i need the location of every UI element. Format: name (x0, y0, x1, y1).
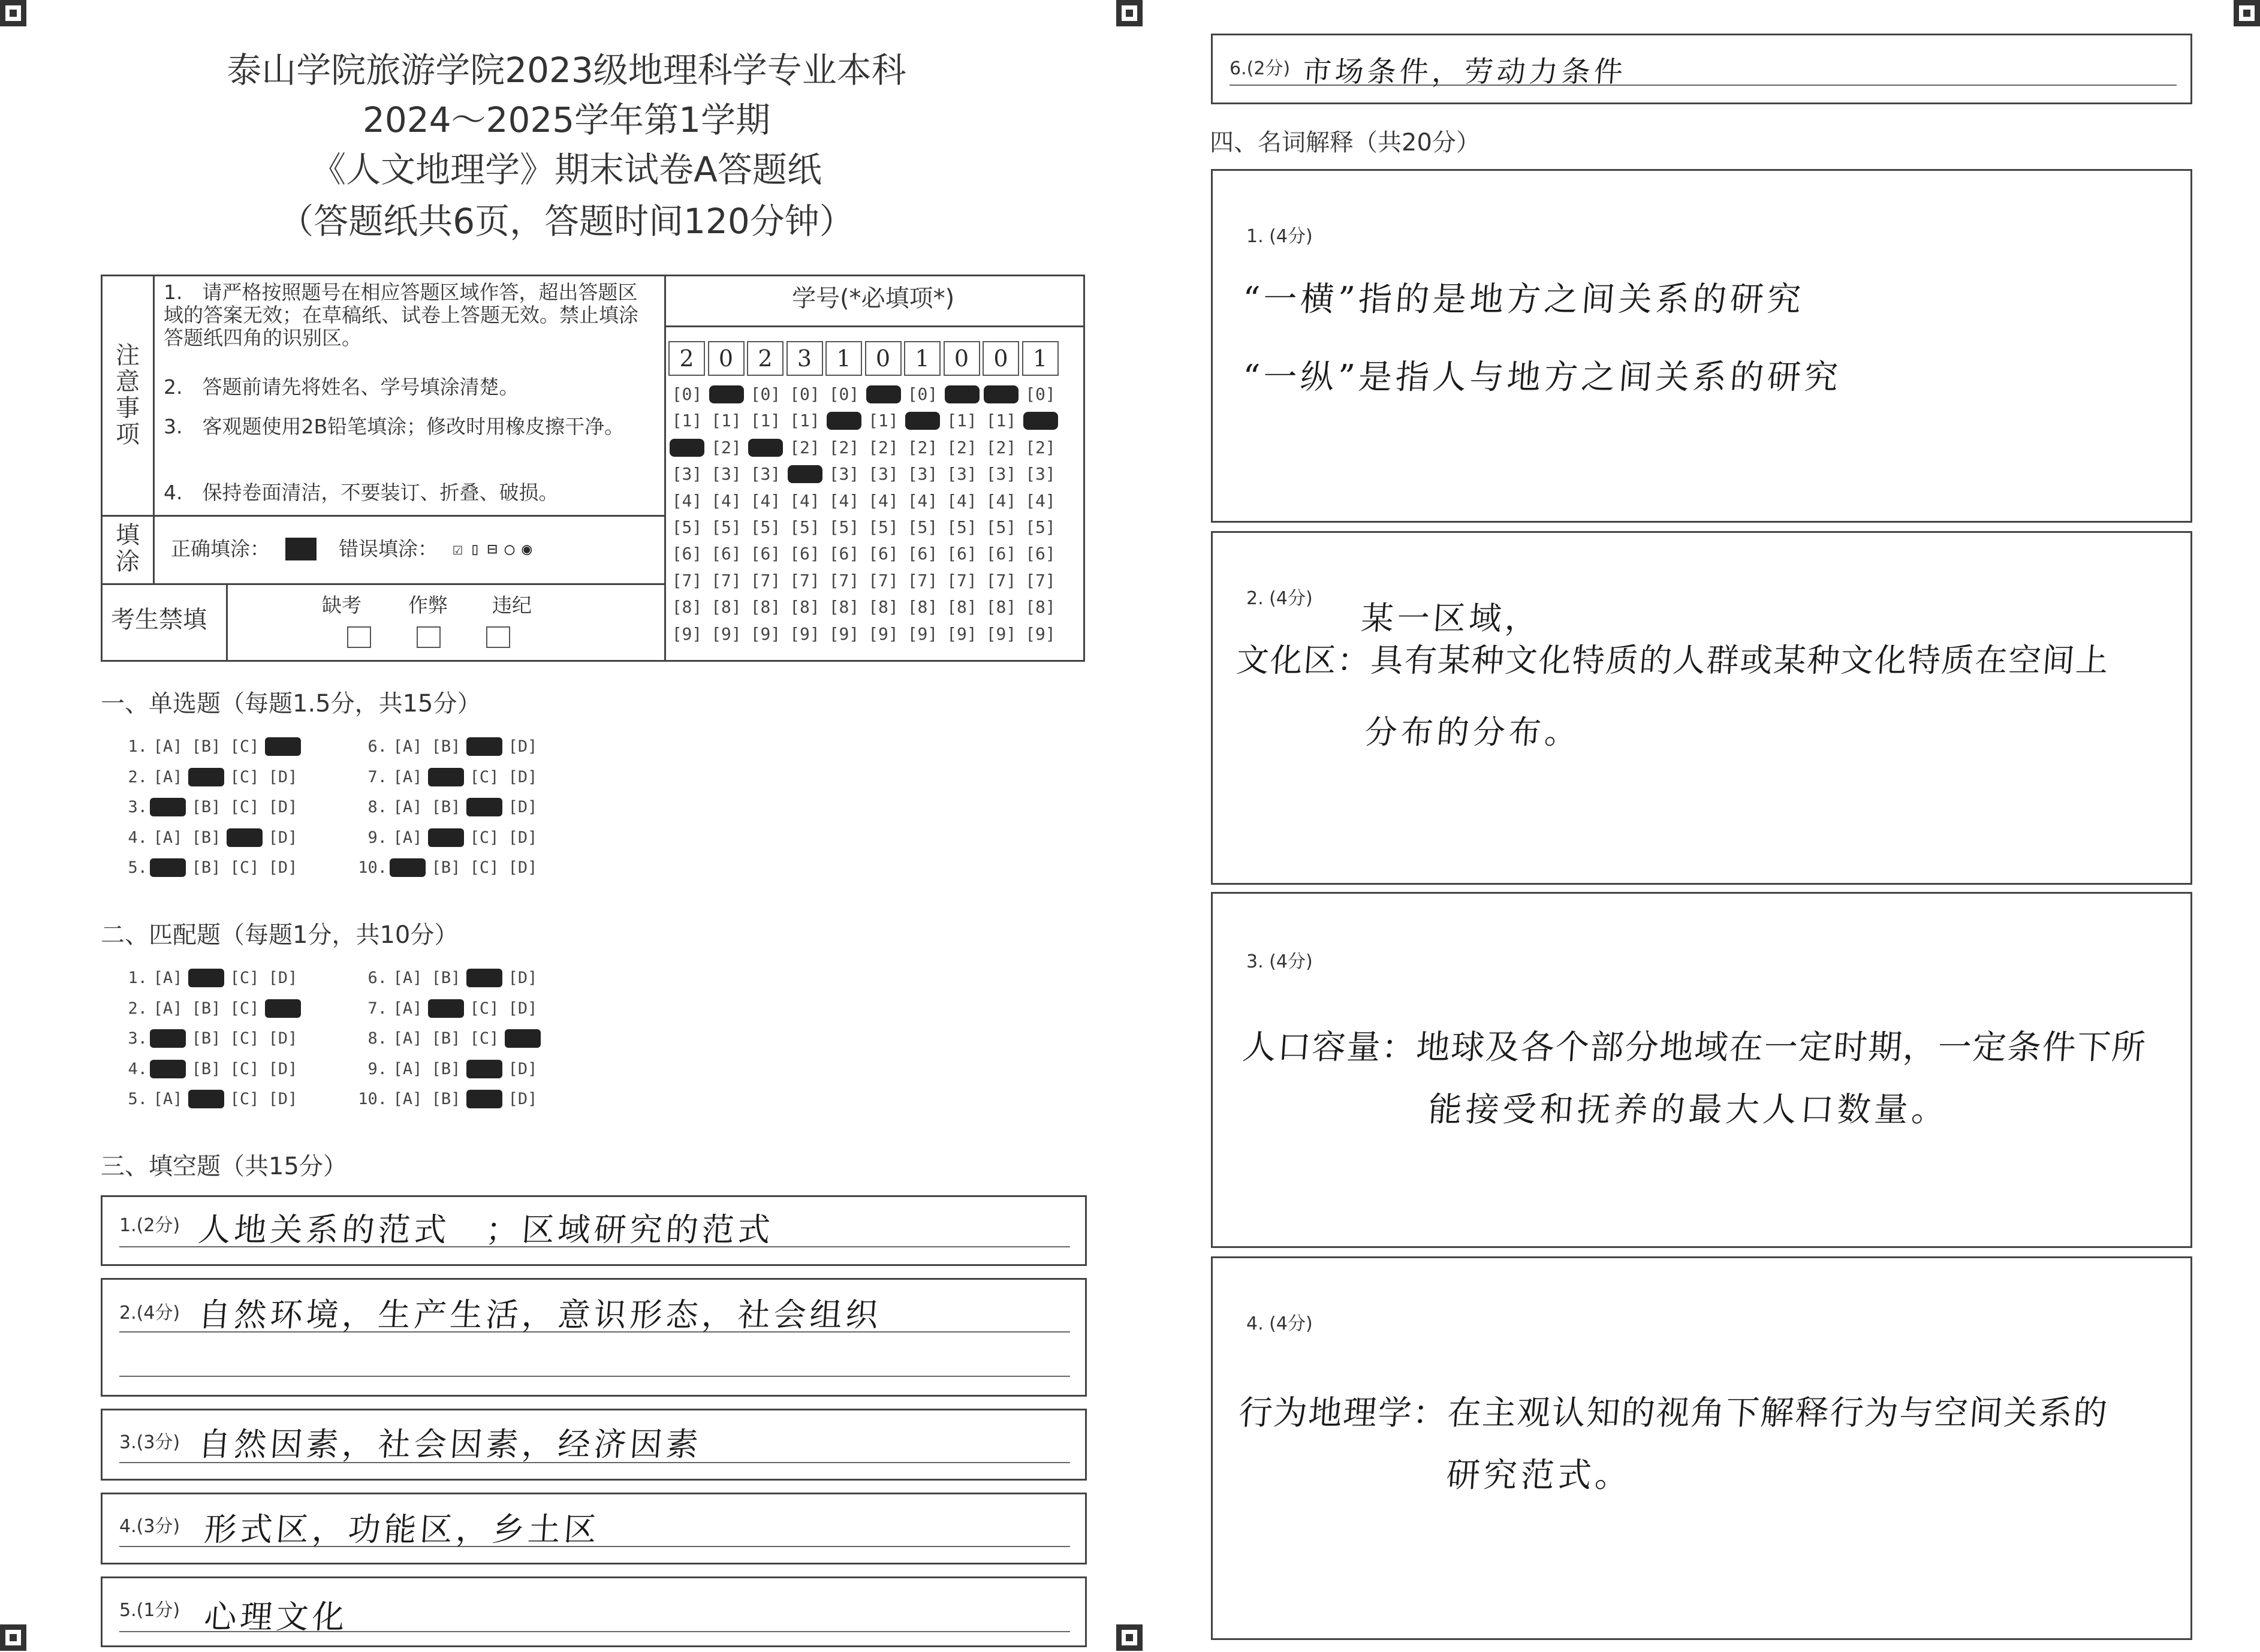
choice-question-row (114, 999, 301, 1018)
fill-question-label: 3.(3分) (119, 1432, 180, 1453)
student-id-bubble[interactable]: [9] (986, 623, 1017, 644)
choice-question-number: 8. (367, 798, 387, 816)
student-id-bubble[interactable]: [6] (1025, 544, 1056, 564)
choice-bubble[interactable]: [A] (393, 1090, 423, 1108)
student-id-bubble[interactable]: [4] (671, 490, 703, 511)
student-id-digit: 0 (983, 341, 1019, 376)
choice-question-row (354, 858, 541, 877)
term-answer-box-1 (1211, 169, 2192, 523)
choice-bubble[interactable]: [A] (153, 737, 183, 756)
forbid-cheat-label: 作弊 (408, 593, 448, 617)
choice-bubble[interactable]: [C] (230, 1029, 260, 1048)
student-id-bubble[interactable]: [8] (828, 597, 860, 617)
choice-bubble-filled[interactable] (466, 1060, 502, 1078)
fill-answer-text: 自然环境，生产生活，意识形态，社会组织 (197, 1296, 883, 1334)
student-id-bubble[interactable]: [7] (986, 570, 1017, 590)
choice-bubble[interactable]: [A] (393, 767, 423, 786)
choice-question-number: 9. (367, 1059, 387, 1078)
term-answer-line: “一横”指的是地方之间关系的研究 (1241, 280, 1806, 319)
fill-answer-box-1 (101, 1195, 1087, 1266)
student-id-bubble[interactable]: [0] (828, 384, 860, 404)
student-id-bubble[interactable]: [3] (947, 464, 977, 484)
term-answer-line: 行为地理学：在主观认知的视角下解释行为与空间关系的 (1237, 1394, 2110, 1433)
forbid-violation-label: 违纪 (492, 593, 532, 617)
fill-answer-box-5 (101, 1576, 1087, 1647)
choice-bubble[interactable]: [B] (431, 858, 461, 877)
choice-bubble[interactable]: [C] (230, 999, 260, 1018)
student-id-bubble[interactable]: [7] (868, 570, 899, 590)
student-id-digit: 1 (825, 341, 862, 376)
choice-bubble[interactable]: [C] (230, 767, 260, 786)
choice-question-number: 5. (128, 1090, 147, 1108)
choice-bubble-filled[interactable] (428, 999, 464, 1018)
choice-bubble-filled[interactable] (428, 828, 464, 847)
fill-answer-text: 人地关系的范式 ；区域研究的范式 (197, 1211, 775, 1249)
student-id-bubble[interactable]: [8] (790, 597, 820, 617)
notice-item-2: 2. 答题前请先将姓名、学号填涂清楚。 (164, 375, 519, 399)
choice-bubble[interactable]: [D] (268, 828, 298, 847)
choice-bubble[interactable]: [A] (393, 828, 423, 847)
student-id-bubble[interactable]: [7] (1025, 570, 1056, 590)
choice-question-row (114, 969, 301, 987)
student-id-bubble[interactable]: [6] (907, 544, 938, 564)
student-id-bubble[interactable]: [5] (750, 517, 781, 537)
student-id-bubble[interactable]: [3] (711, 464, 742, 484)
fill-question-label: 1.(2分) (119, 1215, 180, 1236)
student-id-bubble[interactable]: [2] (907, 437, 938, 457)
forbid-absent-checkbox[interactable] (347, 626, 371, 648)
student-id-bubble[interactable]: [7] (790, 570, 820, 590)
choice-bubble[interactable]: [D] (508, 1059, 538, 1078)
fill-question-label: 6.(2分) (1230, 58, 1291, 79)
choice-bubble[interactable]: [D] (268, 858, 298, 877)
fill-answer-text: 市场条件，劳动力条件 (1301, 55, 1628, 89)
student-id-bubble[interactable]: [1] (671, 411, 703, 431)
student-id-bubble[interactable]: [4] (711, 490, 742, 511)
student-id-digit: 0 (865, 341, 902, 376)
wrong-fill-samples: ☑▯⊟○◉ (453, 539, 540, 559)
choice-bubble[interactable]: [C] (469, 999, 499, 1018)
student-id-bubble[interactable]: [4] (986, 490, 1017, 511)
choice-bubble[interactable]: [D] (508, 969, 538, 987)
choice-bubble[interactable]: [D] (508, 798, 538, 816)
fill-label: 填涂 (116, 521, 140, 575)
choice-bubble[interactable]: [A] (393, 999, 423, 1018)
student-id-digit: 0 (708, 341, 745, 376)
student-id-bubble-filled[interactable] (866, 385, 901, 403)
student-id-bubble[interactable]: [6] (986, 544, 1017, 564)
student-id-bubble[interactable]: [9] (947, 623, 977, 644)
student-id-bubble[interactable]: [9] (907, 623, 938, 644)
student-id-bubble[interactable]: [0] (907, 384, 938, 404)
choice-question-row (354, 1060, 541, 1078)
correct-fill-sample (285, 538, 317, 560)
section3-title: 三、填空题（共15分） (101, 1153, 347, 1180)
choice-question-number: 4. (128, 828, 147, 847)
choice-bubble-filled[interactable] (390, 858, 426, 877)
choice-question-row (114, 1090, 301, 1108)
student-id-bubble[interactable]: [8] (868, 597, 899, 617)
student-id-bubble[interactable]: [9] (868, 623, 899, 644)
student-id-bubble[interactable]: [5] (907, 517, 938, 537)
student-id-bubble-filled[interactable] (709, 385, 744, 403)
choice-question-row (354, 969, 541, 987)
choice-question-number: 6. (367, 737, 387, 756)
choice-bubble[interactable]: [A] (393, 1059, 423, 1078)
choice-bubble[interactable]: [B] (191, 1059, 221, 1078)
student-id-bubble[interactable]: [2] (711, 437, 742, 457)
fill-answer-box-6 (1211, 34, 2192, 104)
section4-title: 四、名词解释（共20分） (1210, 129, 1480, 156)
choice-question-row (114, 768, 301, 786)
fill-question-label: 5.(1分) (119, 1600, 180, 1621)
correct-fill-label: 正确填涂： (171, 537, 270, 560)
choice-question-number: 7. (367, 767, 387, 786)
student-id-bubble[interactable]: [9] (750, 623, 781, 644)
student-id-digit: 2 (747, 341, 784, 376)
choice-question-number: 7. (367, 999, 387, 1018)
student-id-bubble[interactable]: [1] (711, 411, 742, 431)
student-id-bubble[interactable]: [9] (790, 623, 820, 644)
student-id-bubble[interactable]: [9] (828, 623, 860, 644)
choice-question-number: 3. (128, 1029, 147, 1048)
choice-question-row (114, 1060, 301, 1078)
choice-question-row (114, 737, 301, 756)
student-id-bubble[interactable]: [3] (828, 464, 860, 484)
title-line-1: 泰山学院旅游学院2023级地理科学专业本科 (227, 50, 906, 91)
choice-bubble-filled[interactable] (428, 768, 464, 786)
student-id-bubble[interactable]: [3] (986, 464, 1017, 484)
student-id-bubble[interactable]: [5] (947, 517, 977, 537)
student-id-bubble[interactable]: [5] (828, 517, 860, 537)
fill-question-label: 4.(3分) (119, 1516, 180, 1537)
choice-bubble[interactable]: [D] (508, 767, 538, 786)
student-id-bubble[interactable]: [3] (671, 464, 703, 484)
forbid-cheat-checkbox[interactable] (417, 626, 441, 648)
choice-bubble[interactable]: [A] (393, 737, 423, 756)
student-id-bubble[interactable]: [4] (1025, 490, 1056, 511)
info-box (101, 275, 1085, 662)
choice-question-number: 5. (128, 858, 147, 877)
choice-bubble-filled[interactable] (150, 798, 186, 816)
choice-question-number: 2. (128, 999, 147, 1018)
student-id-bubble[interactable]: [2] (947, 437, 977, 457)
term-answer-box-4 (1211, 1256, 2192, 1640)
student-id-bubble[interactable]: [6] (750, 544, 781, 564)
term-question-label: 1. (4分) (1246, 226, 1313, 247)
forbid-absent-label: 缺考 (322, 593, 361, 617)
choice-bubble[interactable]: [D] (508, 828, 538, 847)
choice-bubble[interactable]: [D] (508, 999, 538, 1018)
fill-answer-box-3 (101, 1409, 1087, 1481)
student-id-bubble[interactable]: [5] (790, 517, 820, 537)
corner-marker-top-left (0, 0, 26, 26)
corner-marker-bottom-center (1116, 1624, 1143, 1651)
choice-bubble[interactable]: [B] (431, 798, 461, 816)
student-id-bubble[interactable]: [0] (750, 384, 781, 404)
term-answer-line: 人口容量：地球及各个部分地域在一定时期，一定条件下所 (1241, 1028, 2148, 1067)
title-line-2: 2024～2025学年第1学期 (362, 100, 771, 140)
student-id-bubble[interactable]: [2] (1025, 437, 1056, 457)
student-id-bubble[interactable]: [8] (947, 597, 977, 617)
choice-question-number: 3. (128, 798, 147, 816)
student-id-bubble[interactable]: [4] (947, 490, 977, 511)
student-id-bubble[interactable]: [2] (828, 437, 860, 457)
student-id-digit: 1 (1022, 341, 1059, 376)
choice-bubble-filled[interactable] (265, 999, 301, 1018)
student-id-bubble[interactable]: [6] (790, 544, 820, 564)
choice-question-number: 8. (367, 1029, 387, 1048)
student-id-bubble[interactable]: [4] (828, 490, 860, 511)
student-id-bubble[interactable]: [0] (790, 384, 820, 404)
student-id-bubble[interactable]: [7] (907, 570, 938, 590)
choice-bubble-filled[interactable] (505, 1029, 541, 1048)
student-id-bubble[interactable]: [3] (907, 464, 938, 484)
term-answer-box-2 (1211, 531, 2192, 885)
notice-item-1: 1. 请严格按照题号在相应答题区域作答，超出答题区域的答案无效；在草稿纸、试卷上答题无效。禁止填涂答题纸四角的识别区。 (164, 281, 638, 349)
term-question-label: 3. (4分) (1246, 951, 1313, 972)
student-id-bubble[interactable]: [7] (828, 570, 860, 590)
choice-bubble[interactable]: [D] (508, 737, 538, 756)
choice-bubble[interactable]: [B] (431, 1059, 461, 1078)
student-id-bubble[interactable]: [8] (986, 597, 1017, 617)
choice-question-number: 2. (128, 767, 147, 786)
student-id-bubble[interactable]: [1] (750, 411, 781, 431)
choice-question-row (354, 1090, 541, 1108)
choice-bubble[interactable]: [C] (230, 858, 260, 877)
choice-bubble[interactable]: [B] (191, 798, 221, 816)
student-id-bubble[interactable]: [7] (671, 570, 703, 590)
student-id-bubble[interactable]: [9] (711, 623, 742, 644)
student-id-digit: 2 (668, 341, 705, 376)
notice-label: 注意事项 (116, 342, 140, 448)
student-id-bubble[interactable]: [2] (868, 437, 899, 457)
fill-answer-box-4 (101, 1493, 1087, 1564)
choice-bubble[interactable]: [A] (153, 1090, 183, 1108)
choice-question-number: 10. (358, 858, 387, 877)
choice-bubble-filled[interactable] (466, 737, 502, 756)
student-id-bubble[interactable]: [0] (1025, 384, 1056, 404)
fill-answer-text: 心理文化 (203, 1598, 349, 1636)
term-answer-line: 分布的分布。 (1363, 713, 1582, 751)
student-id-bubble-filled[interactable] (748, 439, 783, 457)
choice-bubble-filled[interactable] (150, 1060, 186, 1078)
choice-bubble-filled[interactable] (188, 969, 224, 987)
notice-item-4: 4. 保持卷面清洁，不要装订、折叠、破损。 (164, 481, 559, 504)
student-id-bubble[interactable]: [5] (986, 517, 1017, 537)
fill-answer-box-2 (101, 1278, 1087, 1397)
term-answer-line: “一纵”是指人与地方之间关系的研究 (1241, 358, 1843, 397)
student-id-bubble[interactable]: [6] (947, 544, 977, 564)
choice-bubble[interactable]: [C] (230, 1059, 260, 1078)
title-line-4: （答题纸共6页，答题时间120分钟） (279, 201, 854, 242)
student-id-bubble[interactable]: [8] (671, 597, 703, 617)
student-id-bubble-filled[interactable] (788, 465, 822, 483)
student-id-bubble[interactable]: [8] (907, 597, 938, 617)
choice-bubble[interactable]: [B] (191, 828, 221, 847)
choice-bubble-filled[interactable] (466, 798, 502, 816)
choice-bubble[interactable]: [A] (393, 1029, 423, 1048)
student-id-bubble-filled[interactable] (1023, 412, 1058, 430)
student-id-bubble[interactable]: [8] (750, 597, 781, 617)
choice-bubble-filled[interactable] (188, 768, 224, 786)
student-id-bubble[interactable]: [4] (750, 490, 781, 511)
choice-question-number: 1. (128, 737, 147, 756)
choice-bubble-filled[interactable] (466, 969, 502, 987)
student-id-bubble[interactable]: [4] (868, 490, 899, 511)
choice-bubble[interactable]: [A] (393, 798, 423, 816)
section1-title: 一、单选题（每题1.5分，共15分） (101, 690, 481, 718)
choice-bubble[interactable]: [A] (393, 969, 423, 987)
choice-bubble[interactable]: [C] (230, 1090, 260, 1108)
student-id-digit: 3 (787, 341, 823, 376)
student-id-bubble[interactable]: [6] (828, 544, 860, 564)
student-id-bubble[interactable]: [9] (671, 623, 703, 644)
choice-question-row (354, 737, 541, 756)
term-answer-line: 研究范式。 (1445, 1456, 1634, 1495)
term-answer-line: 某一区域， (1360, 599, 1542, 637)
choice-bubble[interactable]: [C] (469, 1029, 499, 1048)
section2-title: 二、匹配题（每题1分，共10分） (101, 921, 459, 949)
choice-question-row (114, 858, 301, 877)
choice-question-row (114, 798, 301, 816)
choice-bubble[interactable]: [C] (469, 858, 499, 877)
student-id-bubble[interactable]: [8] (711, 597, 742, 617)
choice-bubble[interactable]: [D] (268, 1090, 298, 1108)
choice-bubble[interactable]: [B] (431, 1090, 461, 1108)
student-id-digit: 0 (944, 341, 980, 376)
student-id-bubble[interactable]: [6] (711, 544, 742, 564)
choice-bubble[interactable]: [A] (153, 999, 183, 1018)
student-id-bubble[interactable]: [7] (711, 570, 742, 590)
title-line-3: 《人文地理学》期末试卷A答题纸 (311, 149, 822, 190)
choice-bubble[interactable]: [D] (268, 767, 298, 786)
choice-bubble[interactable]: [D] (268, 1029, 298, 1048)
fill-answer-text: 自然因素，社会因素，经济因素 (197, 1425, 703, 1463)
student-id-bubble[interactable]: [4] (790, 490, 820, 511)
corner-marker-top-center (1116, 0, 1143, 26)
student-id-bubble[interactable]: [1] (868, 411, 899, 431)
student-id-bubble-filled[interactable] (670, 439, 704, 457)
student-id-bubble[interactable]: [3] (750, 464, 781, 484)
student-id-bubble-filled[interactable] (984, 385, 1018, 403)
student-id-label: 学号(*必填项*) (792, 285, 955, 312)
choice-bubble[interactable]: [B] (431, 1029, 461, 1048)
choice-bubble-filled[interactable] (150, 858, 186, 877)
choice-question-number: 4. (128, 1059, 147, 1078)
student-id-bubble[interactable]: [1] (947, 411, 977, 431)
choice-question-row (354, 999, 541, 1018)
choice-question-row (114, 1029, 301, 1048)
choice-bubble[interactable]: [D] (268, 798, 298, 816)
student-id-bubble[interactable]: [7] (750, 570, 781, 590)
student-id-bubble[interactable]: [6] (868, 544, 899, 564)
choice-question-row (114, 828, 301, 847)
choice-question-row (354, 768, 541, 786)
student-id-bubble[interactable]: [5] (671, 517, 703, 537)
student-id-bubble[interactable]: [3] (868, 464, 899, 484)
student-id-bubble[interactable]: [5] (711, 517, 742, 537)
student-id-bubble-filled[interactable] (905, 412, 940, 430)
corner-marker-bottom-left (0, 1624, 26, 1651)
choice-question-row (354, 828, 541, 847)
fill-question-label: 2.(4分) (119, 1303, 180, 1324)
forbid-label: 考生禁填 (111, 606, 207, 634)
choice-bubble[interactable]: [C] (230, 737, 260, 756)
corner-marker-top-right (2234, 0, 2260, 26)
choice-question-number: 10. (358, 1090, 387, 1108)
choice-bubble[interactable]: [C] (230, 798, 260, 816)
choice-question-number: 9. (367, 828, 387, 847)
wrong-fill-label: 错误填涂： (339, 537, 438, 560)
choice-bubble[interactable]: [A] (153, 767, 183, 786)
choice-bubble[interactable]: [A] (153, 969, 183, 987)
student-id-bubble-filled[interactable] (945, 385, 980, 403)
student-id-bubble[interactable]: [6] (671, 544, 703, 564)
choice-bubble[interactable]: [A] (153, 828, 183, 847)
student-id-digit: 1 (904, 341, 941, 376)
choice-bubble[interactable]: [C] (230, 969, 260, 987)
choice-bubble-filled[interactable] (227, 828, 263, 847)
term-answer-box-3 (1211, 892, 2192, 1248)
choice-bubble[interactable]: [B] (431, 737, 461, 756)
student-id-bubble-filled[interactable] (827, 412, 861, 430)
choice-bubble[interactable]: [C] (469, 828, 499, 847)
student-id-bubble[interactable]: [1] (986, 411, 1017, 431)
choice-bubble[interactable]: [B] (191, 858, 221, 877)
student-id-bubble[interactable]: [5] (868, 517, 899, 537)
term-answer-line: 文化区：具有某种文化特质的人群或某种文化特质在空间上 (1235, 641, 2111, 679)
choice-bubble[interactable]: [D] (508, 1090, 538, 1108)
term-question-label: 4. (4分) (1246, 1313, 1313, 1334)
choice-question-row (354, 798, 541, 816)
choice-bubble-filled[interactable] (150, 1029, 186, 1048)
choice-bubble-filled[interactable] (188, 1090, 224, 1108)
student-id-bubble[interactable]: [3] (1025, 464, 1056, 484)
student-id-bubble[interactable]: [9] (1025, 623, 1056, 644)
choice-question-number: 1. (128, 969, 147, 987)
choice-question-row (354, 1029, 541, 1048)
fill-answer-text: 形式区，功能区，乡土区 (203, 1511, 601, 1548)
student-id-bubble[interactable]: [0] (671, 384, 703, 404)
choice-question-number: 6. (367, 969, 387, 987)
choice-bubble[interactable]: [C] (469, 767, 499, 786)
choice-bubble-filled[interactable] (466, 1090, 502, 1108)
student-id-bubble[interactable]: [5] (1025, 517, 1056, 537)
forbid-violation-checkbox[interactable] (486, 626, 510, 648)
term-question-label: 2. (4分) (1246, 588, 1313, 609)
student-id-bubble[interactable]: [4] (907, 490, 938, 511)
choice-bubble[interactable]: [B] (191, 737, 221, 756)
choice-bubble[interactable]: [B] (431, 969, 461, 987)
term-answer-line: 能接受和抚养的最大人口数量。 (1427, 1090, 1950, 1129)
student-id-bubble[interactable]: [1] (790, 411, 820, 431)
student-id-bubble[interactable]: [2] (986, 437, 1017, 457)
choice-bubble[interactable]: [D] (268, 1059, 298, 1078)
choice-bubble[interactable]: [B] (191, 1029, 221, 1048)
student-id-bubble[interactable]: [7] (947, 570, 977, 590)
student-id-bubble[interactable]: [8] (1025, 597, 1056, 617)
choice-bubble[interactable]: [B] (191, 999, 221, 1018)
choice-bubble[interactable]: [D] (508, 858, 538, 877)
student-id-bubble[interactable]: [2] (790, 437, 820, 457)
notice-item-3: 3. 客观题使用2B铅笔填涂；修改时用橡皮擦干净。 (164, 415, 625, 438)
choice-bubble-filled[interactable] (265, 737, 301, 756)
choice-bubble[interactable]: [D] (268, 969, 298, 987)
